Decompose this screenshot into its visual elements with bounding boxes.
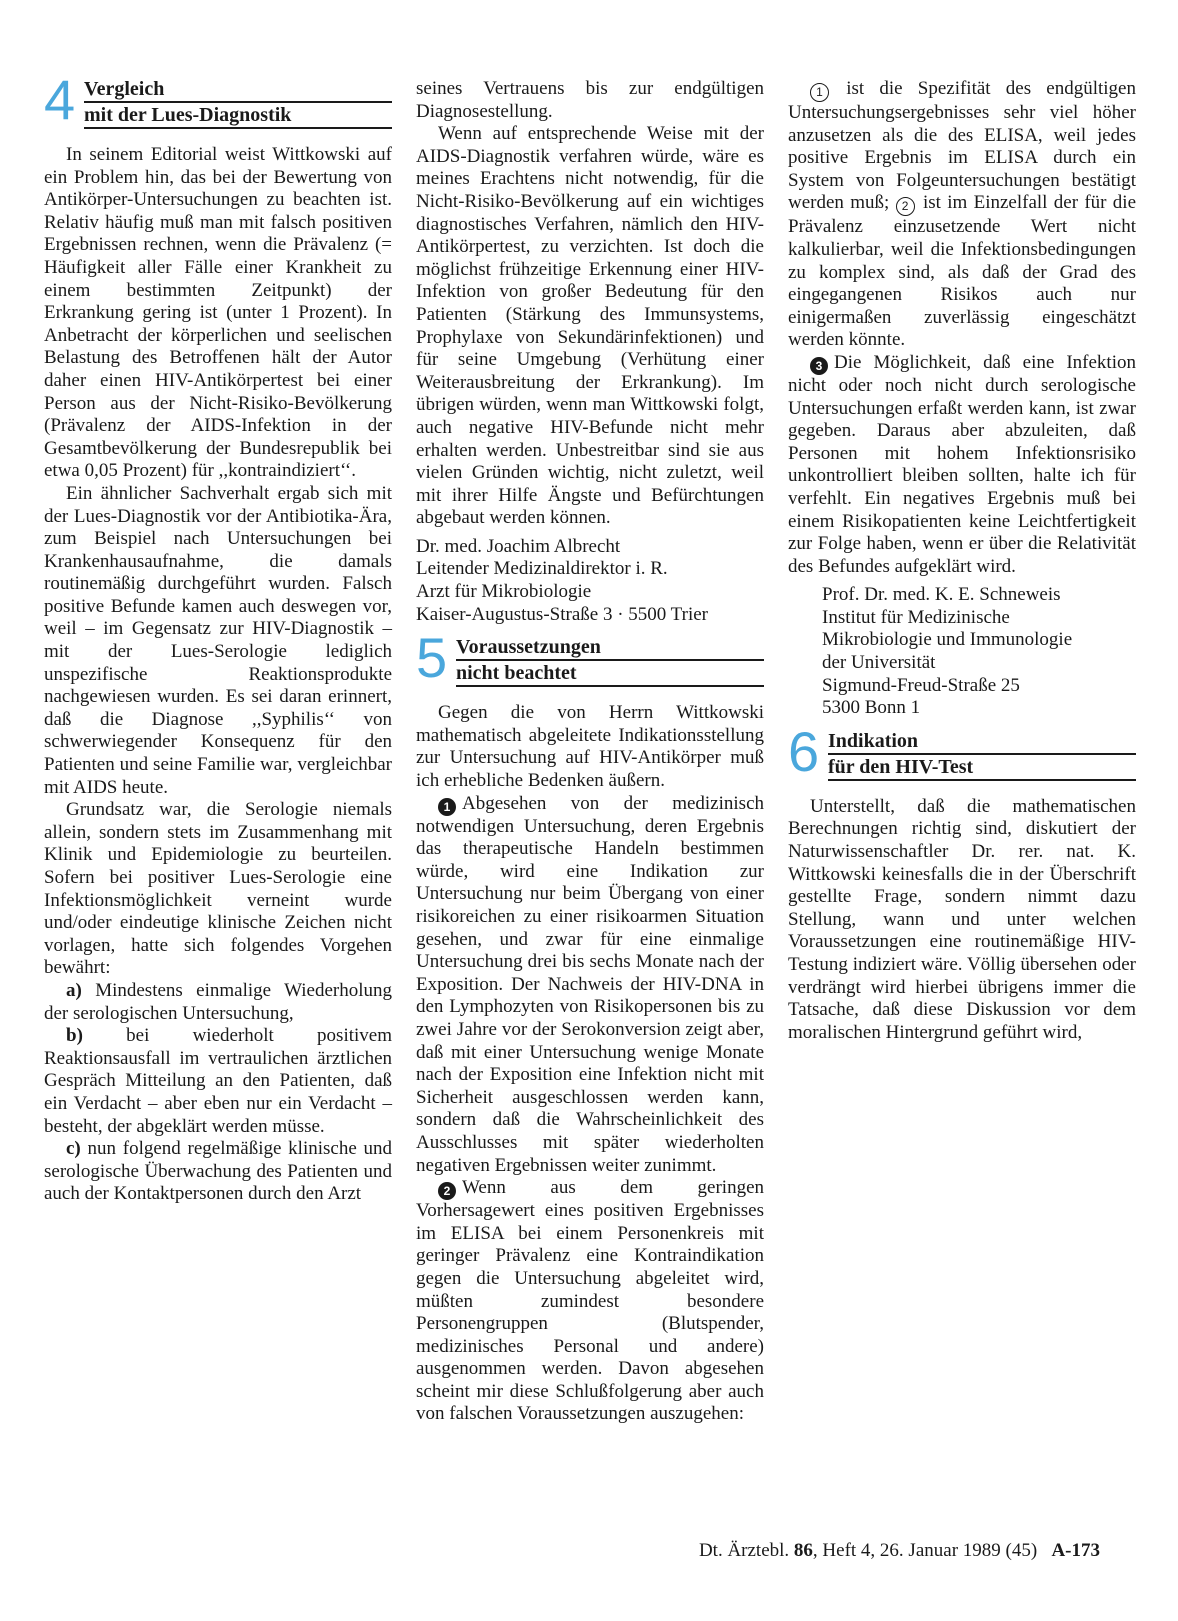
list-label: c) [66,1138,81,1160]
numbered-bullet-icon: 2 [438,1182,456,1200]
paragraph: Ein ähnlicher Sachverhalt ergab sich mit der Lues-Diagnostik vor der Antibiotika-Ära, zum Beispiel nach Untersuchungen bei Krankenhausaufnahme, die damals routinemäßig durchgeführt wurden. Falsch positive Befunde kamen auch deswegen vor, weil – im Gegensatz zur HIV-Diagnostik – mit der Lues-Serologie lediglich unspezifische Reaktionsprodukte nachgewiesen wurden. Es sei daran erinnert, daß die Diagnose ,,Syphilis‘‘ von schwerwiegender Konsequenz für den Patienten und seine Familie war, vergleichbar mit AIDS heute. [44,482,392,798]
signature-line: Leitender Medizinaldirektor i. R. [416,558,668,580]
section-title-line-1: Vergleich [84,78,165,100]
circled-number-icon: 2 [896,197,915,216]
section-4-heading [44,68,392,132]
section-5-heading [416,626,764,690]
author-signature [416,536,764,626]
paragraph: Wenn auf entsprechende Weise mit der AIDS-Diagnostik verfahren würde, wäre es meines Erachtens nicht notwendig, für die Nicht-Risiko-Bevölkerung auf ein wichtiges diagnostisches Verfahren, nämlich den HIV-Antikörpertest, zu verzichten. Ist doch die möglichst frühzeitige Erkennung einer HIV-Infektion von großer Bedeutung für den Patienten (Stärkung des Immunsystems, Prophylaxe von Sekundärinfektionen) und für seine Umgebung (Verhütung einer Weiterausbreitung der Erkrankung). Im übrigen würden, wenn man Wittkowski folgt, auch negative HIV-Befunde nicht mehr erhalten werden. Unbestreitbar sind sie aus vielen Gründen wichtig, nicht zuletzt, weil mit ihrer Hilfe Ängste und Befürchtungen abgebaut werden können. [416,123,764,529]
list-item-c [44,1138,392,1206]
signature-line: Mikrobiologie und Immunologie [822,629,1073,651]
section-title-line-2: mit der Lues-Diagnostik [84,104,292,126]
paragraph-text: ist im Einzelfall der für die Prävalenz einzusetzende Wert nicht kalkulierbar, weil die Infektionsbedingungen zu komplex sind, als daß der Grad des eingegangenen Risikos auch nur einigermaßen zuverlässig eingeschätzt werden könnte. [788,192,1137,351]
list-item-a [44,980,392,1025]
page-footer [699,1540,1100,1562]
section-title-line-2: nicht beachtet [456,662,577,685]
paragraph: In seinem Editorial weist Wittkowski auf ein Problem hin, das bei der Bewertung von Antikörper-Untersuchungen zu beachten ist. Relativ häufig muß man mit falsch positiven Ergebnissen rechnen, wenn die Prävalenz (= Häufigkeit aller Fälle einer Krankheit zu einem bestimmten Zeitpunkt) der Erkrankung gering ist (unter 1 Prozent). In Anbetracht der körperlichen und seelischen Belastung des Betroffenen hält der Autor daher einen HIV-Antikörpertest bei einer Person aus der Nicht-Risiko-Bevölkerung (Prävalenz der AIDS-Infektion in der Gesamtbevölkerung der Bundesrepublik bei etwa 0,05 Prozent) für ,,kontraindiziert‘‘. [44,144,392,482]
heading-rule [456,685,764,687]
journal-volume: 86 [793,1540,813,1561]
numbered-bullet-icon: 3 [810,357,828,375]
signature-line: Arzt für Mikrobiologie [416,581,592,603]
paragraph: Grundsatz war, die Serologie niemals allein, sondern stets im Zusammenhang mit Klinik und Epidemiologie zu beurteilen. Sofern bei positiver Lues-Serologie eine Infektionsmöglichkeit verneint wurde und/oder eindeutige klinische Zeichen nicht vorlagen, hatte sich folgendes Vorgehen bewährt: [44,799,392,979]
section-number: 4 [44,68,76,131]
author-signature [788,584,1136,720]
signature-line: Institut für Medizinische [822,606,1010,628]
list-item-b [44,1025,392,1138]
column-1 [44,68,393,1206]
column-2 [416,78,764,1426]
paragraph: Unterstellt, daß die mathematischen Berechnungen richtig sind, diskutiert der Naturwissenschaftler Dr. rer. nat. K. Wittkowski keinesfalls die in der Überschrift gestellte Frage, sondern nimmt dazu Stellung, wann und unter welchen Voraussetzungen eine routinemäßige HIV-Testung indiziert wäre. Völlig übersehen oder verdrängt wird hierbei übrigens immer die Tatsache, daß diese Diskussion vor dem moralischen Hintergrund geführt wird, [788,795,1136,1043]
heading-rule [828,753,1136,755]
paragraph [416,793,764,1178]
paragraph-text: Abgesehen von der medizinisch notwendigen Untersuchung, deren Ergebnis das therapeutische Handeln bestimmen würde, wird eine Indikation zur Untersuchung nur beim Übergang von einer risikoreichen zu einer risikoarmen Situation gesehen, und zwar für eine einmalige Untersuchung drei bis sechs Monate nach der Exposition. Der Nachweis der HIV-DNA in den Lymphozyten von Risikopersonen bis zu zwei Jahre vor der Serokonversion zeigt aber, daß mit einer Untersuchung wenige Monate nach der Exposition eine Infektion nicht mit Sicherheit ausgeschlossen werden kann, sondern daß die Wahrscheinlichkeit des Ausschlusses mit später wiederholten negativen Ergebnissen weiter zunimmt. [416,792,764,1176]
signature-line: Dr. med. Joachim Albrecht [416,535,621,557]
heading-rule [828,779,1136,781]
section-number: 5 [416,626,448,690]
signature-line: Prof. Dr. med. K. E. Schneweis [822,584,1061,606]
list-text: bei wiederholt positivem Reaktionsausfall im vertraulichen ärztlichen Gespräch Mitteilung an den Patienten, daß ein Verdacht – aber eben nur ein Verdacht – besteht, der abgeklärt werden müsse. [44,1025,393,1137]
section-title-line-1: Indikation [828,729,919,752]
page-number: A-173 [1051,1540,1100,1561]
column-3 [788,78,1136,1044]
numbered-bullet-icon: 1 [438,798,456,816]
signature-line: Kaiser-Augustus-Straße 3 · 5500 Trier [416,603,708,625]
section-title-line-2: für den HIV-Test [828,755,974,778]
section-number: 6 [788,719,820,783]
signature-line: 5300 Bonn 1 [822,697,921,719]
heading-rule [456,659,764,661]
signature-line: Sigmund-Freud-Straße 25 [822,674,1020,696]
heading-rule [84,127,392,129]
list-text: Mindestens einmalige Wiederholung der serologischen Untersuchung, [44,979,392,1024]
paragraph-text: Wenn aus dem geringen Vorhersagewert eines positiven Ergebnisses im ELISA bei einem Personenkreis mit geringer Prävalenz eine Kontraindikation gegen die Untersuchung abgeleitet wird, müßten zumindest besondere Personengruppen (Blutspender, medizinisches Personal und andere) ausgenommen werden. Davon abgesehen scheint mir diese Schlußfolgerung aber auch von falschen Voraussetzungen auszugehen: [416,1177,764,1425]
section-6-heading [788,719,1136,784]
heading-rule [84,101,392,103]
journal-issue: , Heft 4, 26. Januar 1989 (45) [812,1540,1038,1561]
list-text: nun folgend regelmäßige klinische und serologische Überwachung des Patienten und auch der Kontaktpersonen durch den Arzt [44,1138,392,1205]
section-title-line-1: Voraussetzungen [456,636,601,659]
circled-number-icon: 1 [810,83,829,102]
journal-name: Dt. Ärztebl. [698,1540,790,1561]
list-label: b) [66,1025,83,1047]
paragraph [788,78,1136,352]
paragraph: Gegen die von Herrn Wittkowski mathematisch abgeleitete Indikationsstellung zur Untersuchung auf HIV-Antikörper muß ich erhebliche Bedenken äußern. [416,702,764,792]
paragraph-continued: seines Vertrauens bis zur endgültigen Diagnosestellung. [416,78,764,122]
paragraph [788,352,1136,578]
list-label: a) [66,979,82,1001]
signature-line: der Universität [822,652,936,674]
paragraph [416,1177,764,1426]
paragraph-text: Die Möglichkeit, daß eine Infektion nicht oder noch nicht durch serologische Untersuchungen erfaßt werden kann, ist zwar gegeben. Daraus aber abzuleiten, daß Personen mit hohem Infektionsrisiko unkontrolliert bleiben sollten, halte ich für verfehlt. Ein negatives Ergebnis muß bei einem Risikopatienten keine Leichtfertigkeit zur Folge haben, wenn er über die Relativität des Befundes aufgeklärt wird. [788,351,1136,577]
paragraph-text: ist die Spezifität des endgültigen Untersuchungsergebnisses sehr viel höher anzusetzen als die des ELISA, weil jedes positive Ergebnis im ELISA durch ein System von Folgeuntersuchungen bestätigt werden muß; [788,78,1136,214]
